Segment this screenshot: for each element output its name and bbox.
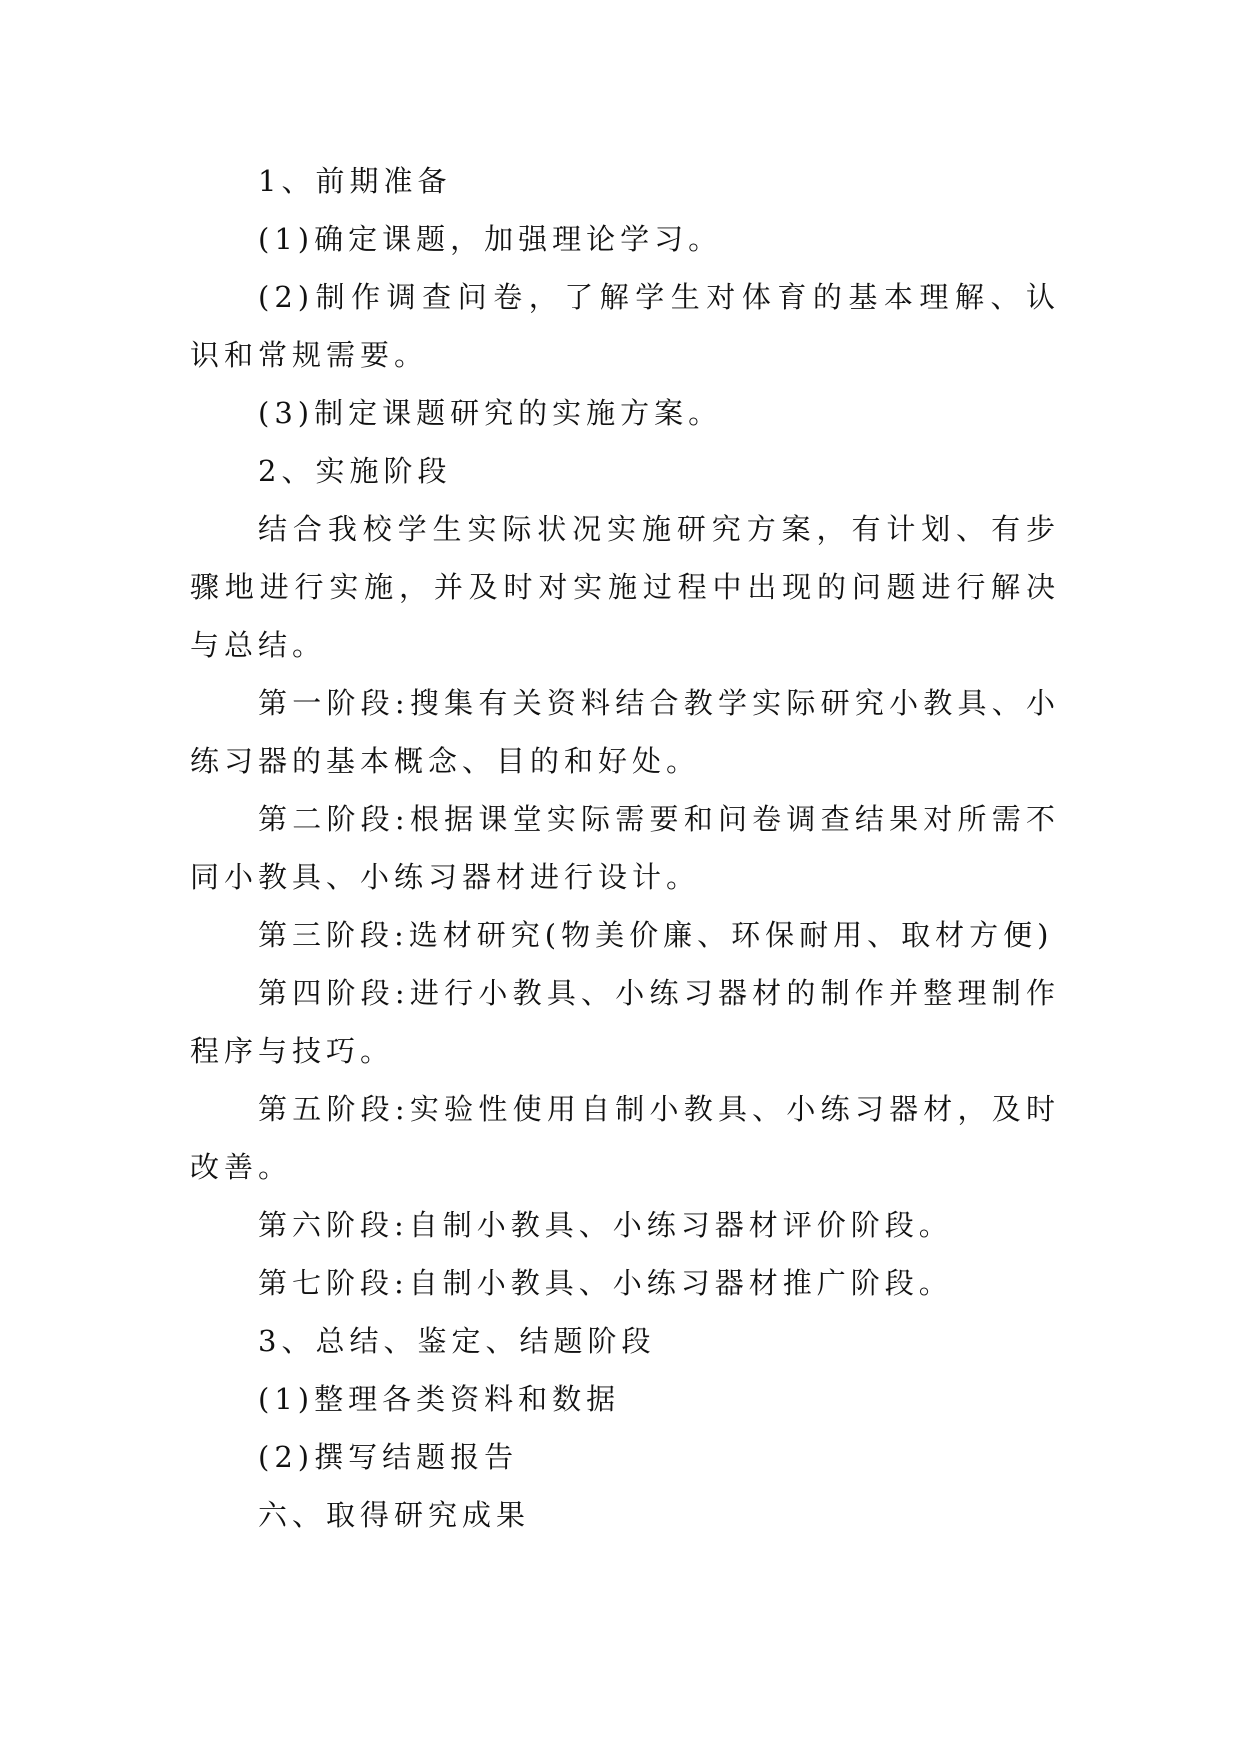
stage-item: 第三阶段:选材研究(物美价廉、环保耐用、取材方便) — [258, 918, 1054, 952]
list-item: (1)整理各类资料和数据 — [258, 1382, 621, 1416]
stage-item: 第二阶段:根据课堂实际需要和问卷调查结果对所需不同小教具、小练习器材进行设计。 — [190, 802, 1060, 894]
heading-results: 六、取得研究成果 — [258, 1498, 531, 1532]
list-item: (3)制定课题研究的实施方案。 — [258, 396, 723, 430]
heading-summary: 3、总结、鉴定、结题阶段 — [258, 1324, 656, 1358]
list-item: (2)制作调查问卷，了解学生对体育的基本理解、认识和常规需要。 — [190, 280, 1060, 372]
paragraph: 结合我校学生实际状况实施研究方案，有计划、有步骤地进行实施，并及时对实施过程中出现的问题进行解决与总结。 — [190, 512, 1060, 662]
stage-item: 第一阶段:搜集有关资料结合教学实际研究小教具、小练习器的基本概念、目的和好处。 — [190, 686, 1060, 778]
list-item: (1)确定课题，加强理论学习。 — [258, 222, 723, 256]
list-item: (2)撰写结题报告 — [258, 1440, 519, 1474]
stage-item: 第四阶段:进行小教具、小练习器材的制作并整理制作程序与技巧。 — [190, 976, 1060, 1068]
heading-implementation: 2、实施阶段 — [258, 454, 452, 488]
document-body — [190, 152, 1060, 1544]
stage-item: 第六阶段:自制小教具、小练习器材评价阶段。 — [258, 1208, 953, 1242]
stage-item: 第五阶段:实验性使用自制小教具、小练习器材，及时改善。 — [190, 1092, 1060, 1184]
stage-item: 第七阶段:自制小教具、小练习器材推广阶段。 — [258, 1266, 953, 1300]
heading-preparation: 1、前期准备 — [258, 164, 452, 198]
